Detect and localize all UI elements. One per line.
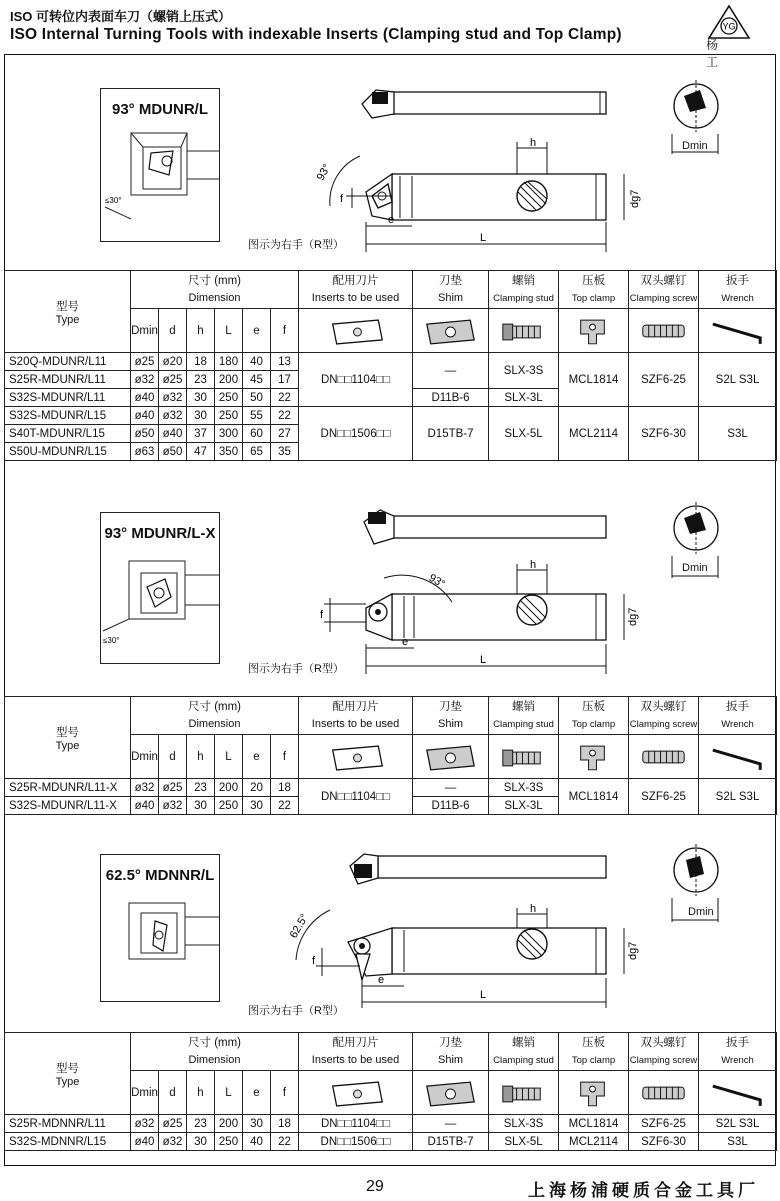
header-stud-en: Clamping stud (489, 289, 559, 309)
section2-angle: 93° (426, 571, 447, 591)
shim-d15tb7: D15TB-7 (413, 407, 489, 461)
section1-diagram (0, 56, 780, 270)
insert-image (299, 735, 413, 779)
header-screw-cn: 双头螺钉 (629, 271, 699, 289)
header-insert-cn: 配用刀片 (299, 271, 413, 289)
clamping-screw-image (629, 1071, 699, 1115)
table-row: S20Q-MDUNR/L11 ø25 ø20 18 180 40 13 DN□□1104□□ — SLX-3S MCL1814 SZF6-25 S2L S3L (5, 353, 777, 371)
section3-table: 型号 Type 尺寸 (mm) 配用刀片 刀垫 螺销 压板 双头螺钉 扳手 Dimension Inserts to be used Shim Clamping stud Top clamp Clamping screw Wrench Dmin d h L e f S25R-MDNNR/L11 ø32 ø25 23 200 30 18 DN□□1104□□ — SLX-3S MCL1814 SZF6-25 S2L S3L S32S-MDNNR/L15 ø40 ø32 30 250 40 22 DN□□1506□□ D15TB-7 SLX-5L MCL2114 SZF6-30 S3L (4, 1032, 777, 1151)
shim-d11b6: D11B-6 (413, 389, 489, 407)
col-h: h (187, 309, 215, 353)
section2-angle-small: ≤30° (103, 636, 120, 645)
stud-slx3l: SLX-3L (489, 389, 559, 407)
shim-image (413, 1071, 489, 1115)
section2-dim-L: L (480, 654, 487, 666)
header-screw-en: Clamping screw (629, 289, 699, 309)
section2-tool-drawing (0, 482, 780, 696)
section1-dim-f: f (340, 193, 344, 205)
table-row: S32S-MDUNR/L11-X ø40 ø32 30 250 30 22 D11B-6 SLX-3L (5, 797, 777, 815)
section1-angle: 93° (314, 162, 334, 183)
section2-title: 93° MDUNR/L-X (104, 525, 216, 542)
header-shim-cn: 刀垫 (413, 271, 489, 289)
section2-dim-h: h (530, 559, 537, 571)
clamp-mcl2114: MCL2114 (559, 407, 629, 461)
insert-image (299, 309, 413, 353)
table-row: S25R-MDUNR/L11-X ø32 ø25 23 200 20 18 DN□□1104□□ — SLX-3S MCL1814 SZF6-25 S2L S3L (5, 779, 777, 797)
col-L: L (215, 309, 243, 353)
section2-dim-dmin: Dmin (682, 562, 708, 574)
top-clamp-image (559, 309, 629, 353)
section3-dim-e: e (378, 974, 385, 986)
shim-image (413, 735, 489, 779)
section1-dim-dg7: dg7 (629, 189, 641, 208)
col-dmin: Dmin (131, 309, 159, 353)
header-wrench-en: Wrench (699, 289, 777, 309)
col-e: e (243, 309, 271, 353)
section1-dim-e: e (388, 214, 395, 226)
section3-diagram (0, 830, 780, 1030)
section2-dim-f: f (320, 609, 324, 621)
section3-note: 图示为右手（R型） (248, 1005, 344, 1017)
section1-dim-L: L (480, 232, 487, 244)
header-clamp-en: Top clamp (559, 289, 629, 309)
wrench-image (699, 309, 777, 353)
header-wrench-cn: 扳手 (699, 271, 777, 289)
shim-none: — (413, 353, 489, 389)
clamping-screw-image (629, 309, 699, 353)
table-row: S32S-MDNNR/L15 ø40 ø32 30 250 40 22 DN□□1506□□ D15TB-7 SLX-5L MCL2114 SZF6-30 S3L (5, 1133, 777, 1151)
section1-title: 93° MDUNR/L (111, 101, 208, 118)
header-type: 型号 Type (5, 271, 131, 353)
header-clamp-cn: 压板 (559, 271, 629, 289)
table-row: S40T-MDUNR/L15 ø50 ø40 37 300 60 27 (5, 425, 777, 443)
section3-dim-h: h (530, 903, 537, 915)
stud-slx5l: SLX-5L (489, 407, 559, 461)
header-dimension-en: Dimension (131, 289, 299, 309)
section3-tool-drawing (0, 830, 780, 1030)
section3-dim-dg7: dg7 (627, 941, 639, 960)
section3-dim-dmin: Dmin (688, 906, 714, 918)
insert-image (299, 1071, 413, 1115)
clamp-mcl1814: MCL1814 (559, 353, 629, 407)
clamping-stud-image (489, 1071, 559, 1115)
section3-dim-L: L (480, 989, 487, 1001)
header-shim-en: Shim (413, 289, 489, 309)
top-clamp-image (559, 735, 629, 779)
section1-dim-h: h (530, 137, 537, 149)
shim-image (413, 309, 489, 353)
clamping-screw-image (629, 735, 699, 779)
section2-table: 型号 Type 尺寸 (mm) 配用刀片 刀垫 螺销 压板 双头螺钉 扳手 Dimension Inserts to be used Shim Clamping stud Top clamp Clamping screw Wrench Dmin d h L e f S25R-MDUNR/L11-X ø32 ø25 23 200 20 18 DN□□1104□□ — SLX-3S MCL1814 SZF6-25 S2L S3L S32S-MDUNR/L11-X ø40 ø32 30 250 30 22 D11B-6 SLX-3L (4, 696, 777, 815)
section1-tool-drawing (0, 56, 780, 270)
header-type: 型号 Type (5, 697, 131, 779)
section3-dim-f: f (312, 955, 316, 967)
table-row: S32S-MDUNR/L15 ø40 ø32 30 250 55 22 DN□□1506□□ D15TB-7 SLX-5L MCL2114 SZF6-30 S3L (5, 407, 777, 425)
clamping-stud-image (489, 309, 559, 353)
header-stud-cn: 螺销 (489, 271, 559, 289)
page-title-cn: ISO 可转位内表面车刀（螺销上压式） (10, 9, 232, 24)
stud-slx3s: SLX-3S (489, 353, 559, 389)
section2-dim-e: e (402, 636, 409, 648)
section2-dim-dg7: dg7 (627, 607, 639, 626)
insert-1506: DN□□1506□□ (299, 407, 413, 461)
table-row: S50U-MDUNR/L15 ø63 ø50 47 350 65 35 (5, 443, 777, 461)
section1-angle-small: ≤30° (105, 196, 122, 205)
table-row: S25R-MDNNR/L11 ø32 ø25 23 200 30 18 DN□□1104□□ — SLX-3S MCL1814 SZF6-25 S2L S3L (5, 1115, 777, 1133)
table-row: S25R-MDUNR/L11 ø32 ø25 23 200 45 17 (5, 371, 777, 389)
clamping-stud-image (489, 735, 559, 779)
col-d: d (159, 309, 187, 353)
section2-note: 图示为右手（R型） (248, 663, 344, 675)
section3-title: 62.5° MDNNR/L (105, 867, 215, 884)
col-f: f (271, 309, 299, 353)
wrench-image (699, 1071, 777, 1115)
company-name: 上海杨浦硬质合金工具厂 (528, 1181, 759, 1201)
insert-1104: DN□□1104□□ (299, 353, 413, 407)
header-type: 型号 Type (5, 1033, 131, 1115)
company-short-name: 杨 工 (706, 38, 737, 69)
header-dimension-cn: 尺寸 (mm) (131, 271, 299, 289)
section1-table (4, 270, 777, 461)
wrench-image (699, 735, 777, 779)
section1-note: 图示为右手（R型） (248, 239, 344, 251)
section2-diagram (0, 482, 780, 696)
page-number: 29 (366, 1178, 384, 1195)
header-insert-en: Inserts to be used (299, 289, 413, 309)
top-clamp-image (559, 1071, 629, 1115)
section3-angle: 62.5° (287, 912, 311, 941)
table-row: S32S-MDUNR/L11 ø40 ø32 30 250 50 22 D11B-6 SLX-3L (5, 389, 777, 407)
wrench-s2l-s3l: S2L S3L (699, 353, 777, 407)
section1-dim-dmin: Dmin (682, 140, 708, 152)
screw-szf625: SZF6-25 (629, 353, 699, 407)
screw-szf630: SZF6-30 (629, 407, 699, 461)
page-title-en: ISO Internal Turning Tools with indexable Inserts (Clamping stud and Top Clamp) (10, 26, 622, 43)
logo-text: YG (722, 21, 736, 32)
wrench-s3l: S3L (699, 407, 777, 461)
